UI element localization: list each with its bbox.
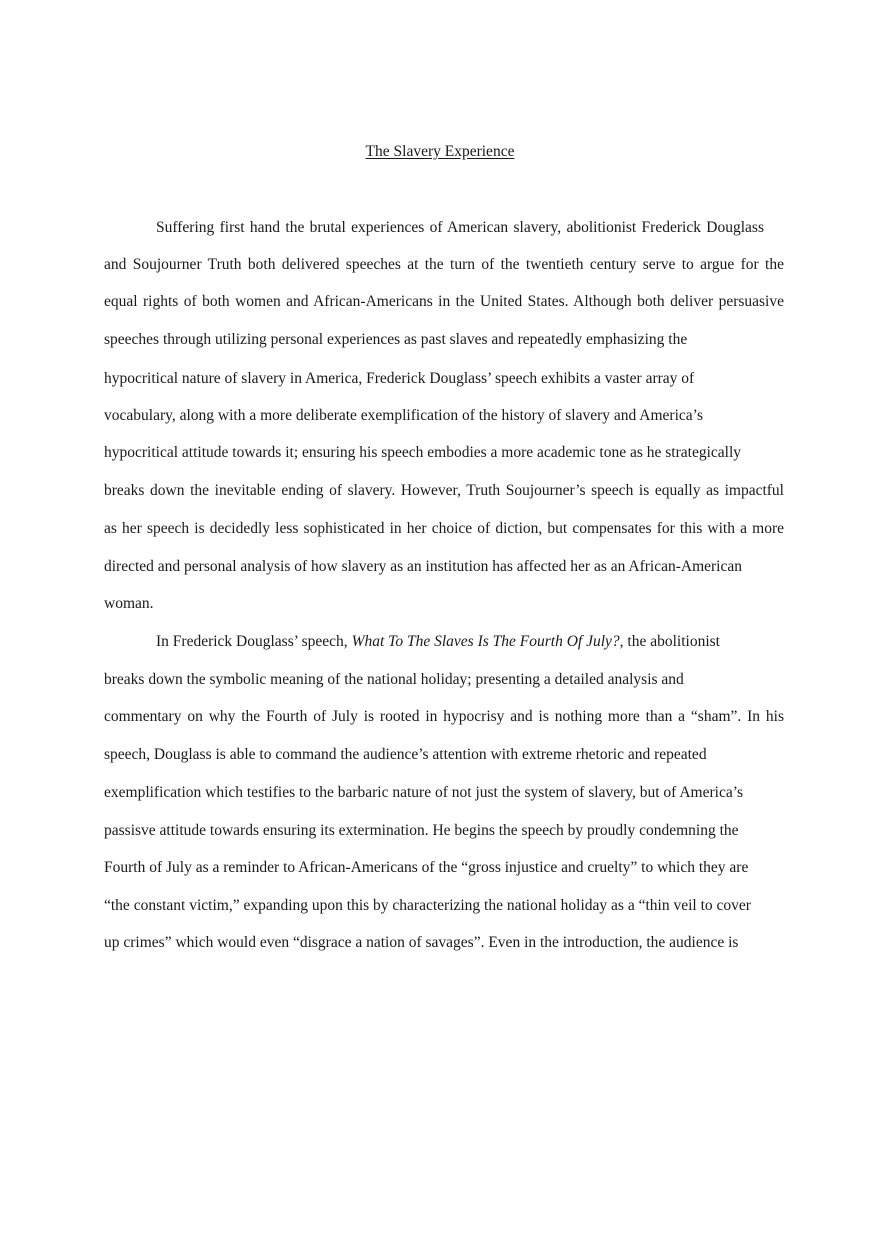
paragraph1-line-9: as her speech is decidedly less sophisticated in her choice of diction, but compensates for this with a more — [104, 520, 784, 537]
paragraph1-line-5: hypocritical nature of slavery in America, Frederick Douglass’ speech exhibits a vaster array of — [104, 370, 695, 387]
paragraph1-line-8: breaks down the inevitable ending of slavery. However, Truth Soujourner’s speech is equally as impactful — [104, 482, 784, 499]
document-title-text: The Slavery Experience — [365, 143, 515, 160]
paragraph1-line-6: vocabulary, along with a more deliberate exemplification of the history of slavery and America’s — [104, 407, 703, 424]
paragraph1-line-7: hypocritical attitude towards it; ensuring his speech embodies a more academic tone as he strategically — [104, 444, 742, 461]
paragraph2-line-3: commentary on why the Fourth of July is rooted in hypocrisy and is nothing more than a “sham”. In his — [104, 708, 784, 725]
paragraph1-line-11: woman. — [104, 595, 154, 612]
paragraph2-line-6: passisve attitude towards ensuring its extermination. He begins the speech by proudly condemning the — [104, 822, 739, 839]
paragraph1-line-1: Suffering first hand the brutal experiences of American slavery, abolitionist Frederick Douglass — [156, 219, 764, 236]
paragraph2-line-9: up crimes” which would even “disgrace a nation of savages”. Even in the introduction, the audience is — [104, 934, 739, 951]
speech-title-italic: What To The Slaves Is The Fourth Of July?, — [351, 633, 624, 650]
paragraph1-line-3: equal rights of both women and African-Americans in the United States. Although both deliver persuasive — [104, 293, 784, 310]
paragraph2-line-1-before: In Frederick Douglass’ speech, — [156, 633, 352, 650]
paragraph2-line-1 — [156, 631, 764, 653]
paragraph2-line-4: speech, Douglass is able to command the audience’s attention with extreme rhetoric and repeated — [104, 746, 707, 763]
paragraph1-line-2: and Soujourner Truth both delivered speeches at the turn of the twentieth century serve to argue for the — [104, 256, 784, 273]
paragraph2-line-8: “the constant victim,” expanding upon this by characterizing the national holiday as a “thin veil to cover — [104, 897, 751, 914]
paragraph1-line-4: speeches through utilizing personal experiences as past slaves and repeatedly emphasizing the — [104, 331, 688, 348]
paragraph2-line-2: breaks down the symbolic meaning of the national holiday; presenting a detailed analysis and — [104, 671, 684, 688]
paragraph2-line-7: Fourth of July as a reminder to African-Americans of the “gross injustice and cruelty” to which they are — [104, 859, 749, 876]
paragraph2-line-5: exemplification which testifies to the barbaric nature of not just the system of slavery, but of America’s — [104, 784, 744, 801]
document-title — [0, 141, 880, 163]
paragraph2-line-1-after: the abolitionist — [623, 633, 720, 650]
paragraph1-line-10: directed and personal analysis of how slavery as an institution has affected her as an African-American — [104, 558, 742, 575]
